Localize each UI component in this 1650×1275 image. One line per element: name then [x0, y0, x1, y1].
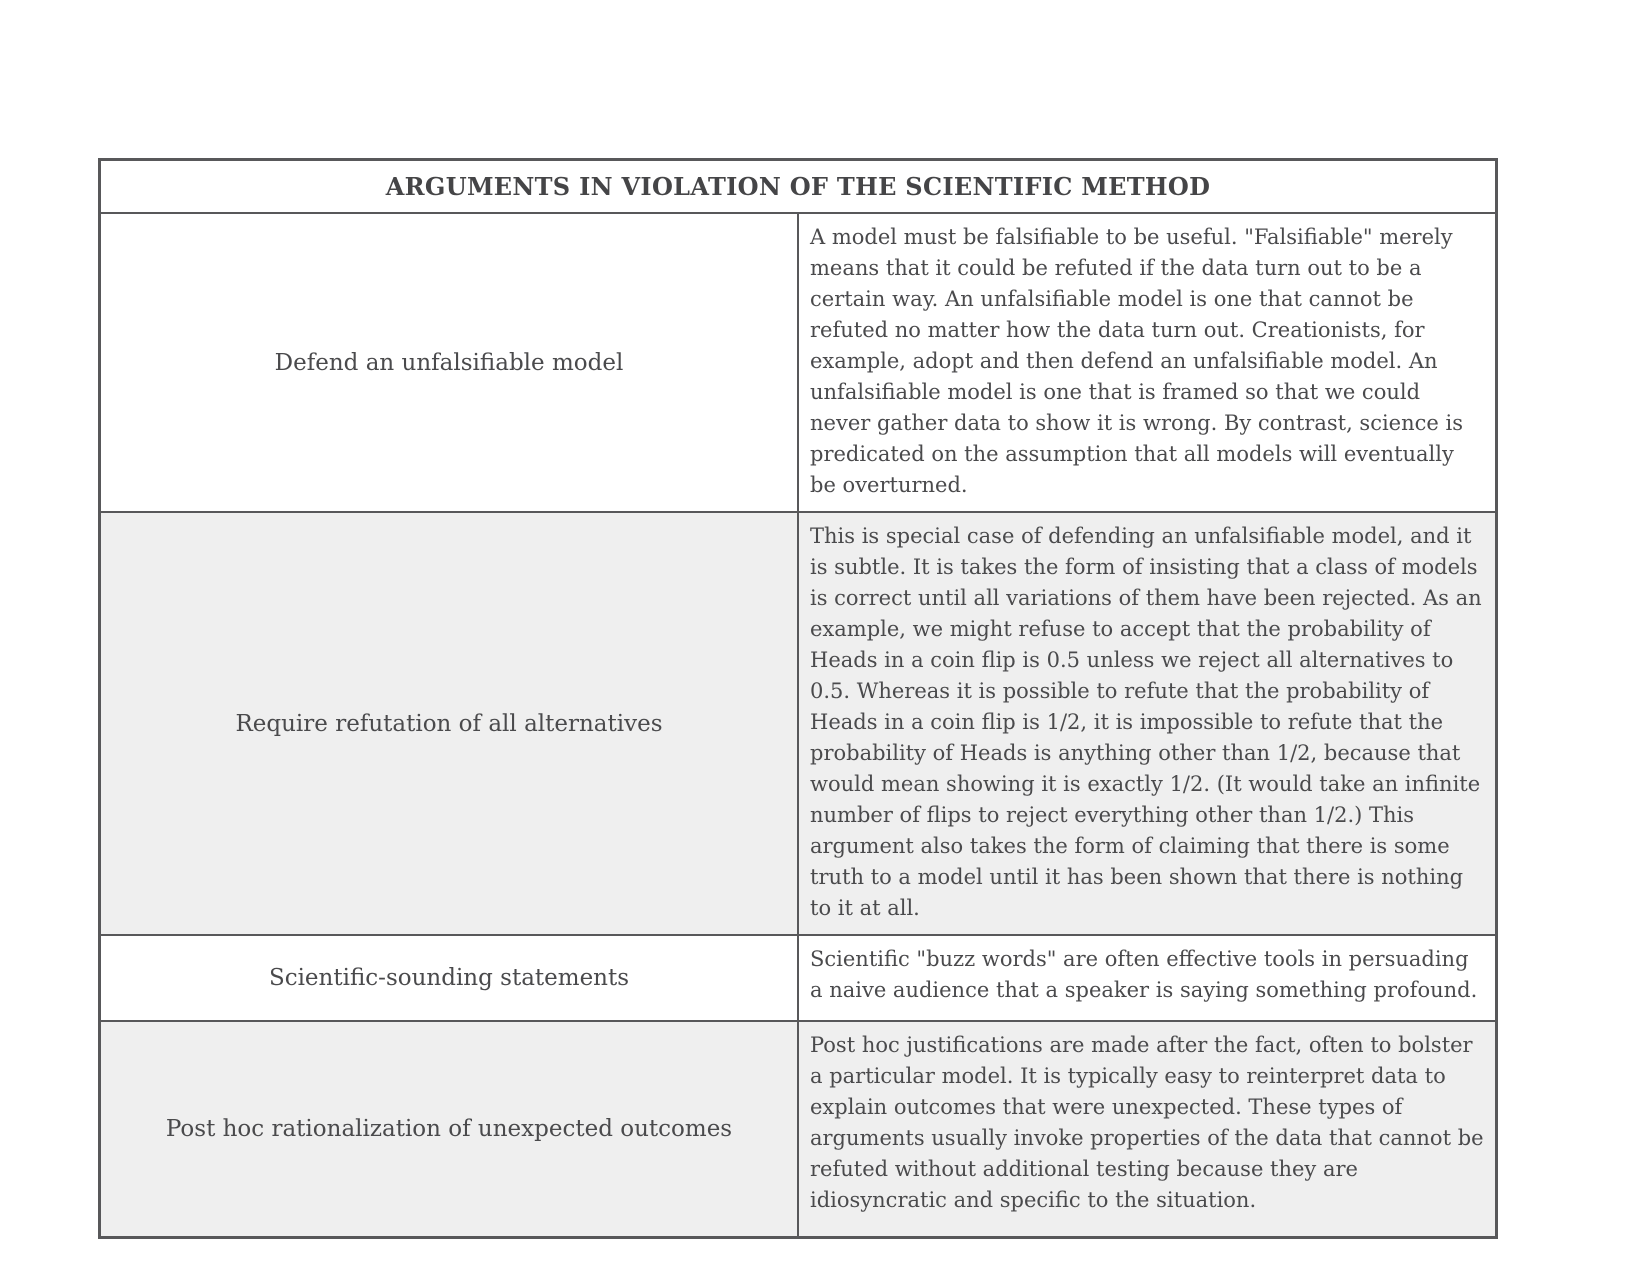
table-container	[98, 158, 1498, 1239]
argument-cell: Scientific-sounding statements	[100, 935, 799, 1021]
table-title: ARGUMENTS IN VIOLATION OF THE SCIENTIFIC METHOD	[100, 160, 1497, 214]
description-cell: Post hoc justifications are made after the fact, often to bolster a particular model. It is typically easy to reinterpret data to explain outcomes that were unexpected. These types of arguments usually invoke properties of the data that cannot be refuted without additional testing because they are idiosyncratic and specific to the situation.	[798, 1021, 1497, 1238]
table-row-defend-unfalsifiable	[100, 213, 1497, 512]
arguments-table	[98, 158, 1498, 1239]
table-row-require-refutation	[100, 512, 1497, 935]
header-row	[100, 160, 1497, 214]
argument-cell: Require refutation of all alternatives	[100, 512, 799, 935]
table-row-post-hoc	[100, 1021, 1497, 1238]
description-cell: A model must be falsifiable to be useful. "Falsifiable" merely means that it could be refuted if the data turn out to be a certain way. An unfalsifiable model is one that cannot be refuted no matter how the data turn out. Creationists, for example, adopt and then defend an unfalsifiable model. An unfalsifiable model is one that is framed so that we could never gather data to show it is wrong. By contrast, science is predicated on the assumption that all models will eventually be overturned.	[798, 213, 1497, 512]
description-cell: This is special case of defending an unfalsifiable model, and it is subtle. It is takes the form of insisting that a class of models is correct until all variations of them have been rejected. As an example, we might refuse to accept that the probability of Heads in a coin flip is 0.5 unless we reject all alternatives to 0.5. Whereas it is possible to refute that the probability of Heads in a coin flip is 1/2, it is impossible to refute that the probability of Heads is anything other than 1/2, because that would mean showing it is exactly 1/2. (It would take an infinite number of flips to reject everything other than 1/2.) This argument also takes the form of claiming that there is some truth to a model until it has been shown that there is nothing to it at all.	[798, 512, 1497, 935]
table-row-scientific-sounding	[100, 935, 1497, 1021]
description-cell: Scientific "buzz words" are often effective tools in persuading a naive audience that a speaker is saying something profound.	[798, 935, 1497, 1021]
argument-cell: Defend an unfalsifiable model	[100, 213, 799, 512]
argument-cell: Post hoc rationalization of unexpected outcomes	[100, 1021, 799, 1238]
